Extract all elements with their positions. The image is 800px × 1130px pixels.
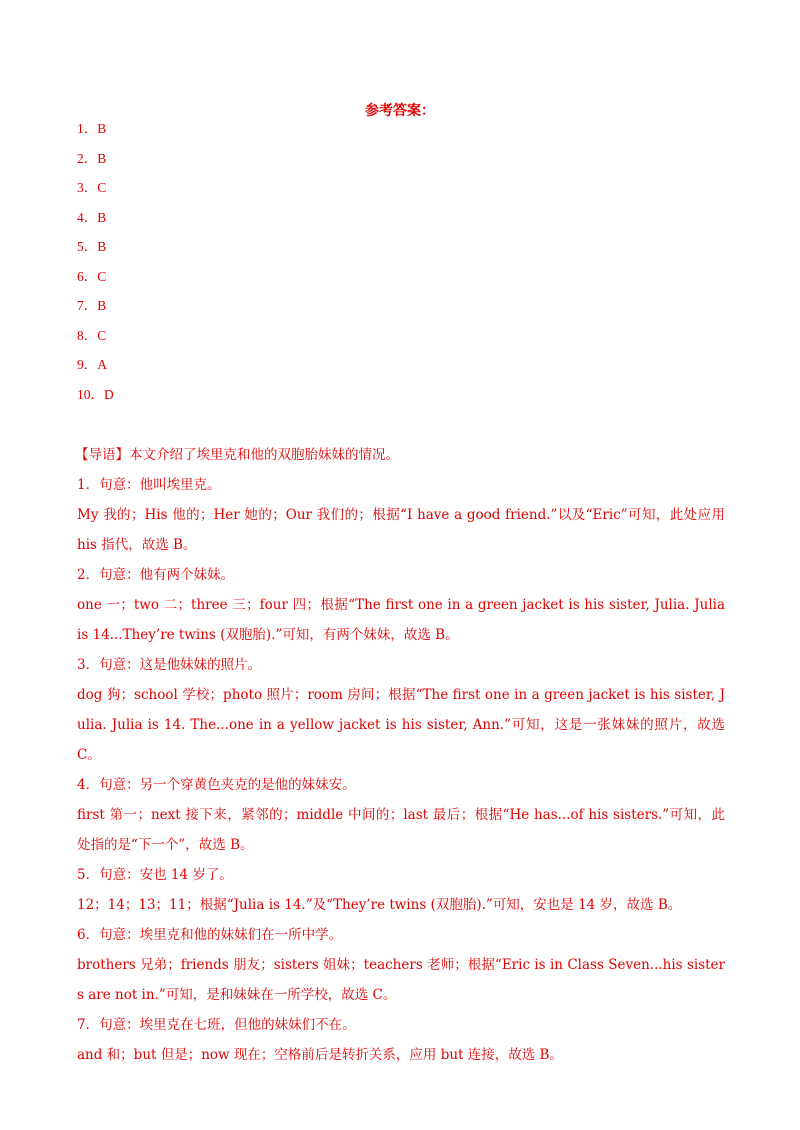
answer-item: 2．B — [77, 150, 107, 166]
page-title: 参考答案： — [365, 103, 435, 119]
explanation-section — [77, 440, 725, 1070]
item-analysis: one 一；two 二；three 三；four 四；根据“The first one in a green jacket is his sister, Julia. Julia is 14...They’re twins (双胞胎).”可知，有两个妹妹，故选 B。 — [77, 597, 725, 643]
item-analysis: My 我的；His 他的；Her 她的；Our 我们的；根据“I have a good friend.”以及“Eric”可知，此处应用 his 指代，故选 B。 — [77, 507, 725, 553]
answer-item: 10．D — [77, 386, 114, 402]
item-analysis: dog 狗；school 学校；photo 照片；room 房间；根据“The first one in a green jacket is his sister, Julia. Julia is 14. The...one in a yellow jacket is his sister, Ann.”可知，这是一张妹妹的照片，故选 C。 — [77, 687, 725, 763]
answer-item: 1．B — [77, 121, 107, 136]
item-analysis: first 第一；next 接下来，紧邻的；middle 中间的；last 最后；根据“He has...of his sisters.”可知，此处指的是“下一个”，故选 B。 — [77, 807, 725, 853]
item-analysis: 12；14；13；11；根据“Julia is 14.”及“They’re twins (双胞胎).”可知，安也是 14 岁，故选 B。 — [77, 897, 682, 913]
answer-item: 3．C — [77, 180, 107, 195]
item-meaning: 3．句意：这是他妹妹的照片。 — [77, 657, 262, 673]
answer-item: 6．C — [77, 268, 107, 284]
item-meaning: 6．句意：埃里克和他的妹妹们在一所中学。 — [77, 927, 343, 943]
answer-item: 9．A — [77, 357, 107, 372]
item-meaning: 7．句意：埃里克在七班，但他的妹妹们不在。 — [77, 1017, 356, 1033]
answer-item: 5．B — [77, 239, 107, 254]
answer-item: 8．C — [77, 327, 107, 343]
answer-item: 7．B — [77, 298, 107, 313]
item-analysis: brothers 兄弟；friends 朋友；sisters 姐妹；teachers 老师；根据“Eric is in Class Seven...his sisters are not in.”可知，是和妹妹在一所学校，故选 C。 — [77, 957, 725, 1003]
item-meaning: 2．句意：他有两个妹妹。 — [77, 567, 235, 583]
item-meaning: 4．句意：另一个穿黄色夹克的是他的妹妹安。 — [77, 777, 356, 793]
item-meaning: 5．句意：安也 14 岁了。 — [77, 867, 233, 883]
item-meaning: 1．句意：他叫埃里克。 — [77, 477, 221, 493]
item-analysis: and 和；but 但是；now 现在；空格前后是转折关系，应用 but 连接，故选 B。 — [77, 1047, 563, 1063]
answer-item: 4．B — [77, 209, 107, 225]
explanation-intro: 【导语】本文介绍了埃里克和他的双胞胎妹妹的情况。 — [75, 447, 399, 463]
answer-list — [77, 118, 114, 413]
